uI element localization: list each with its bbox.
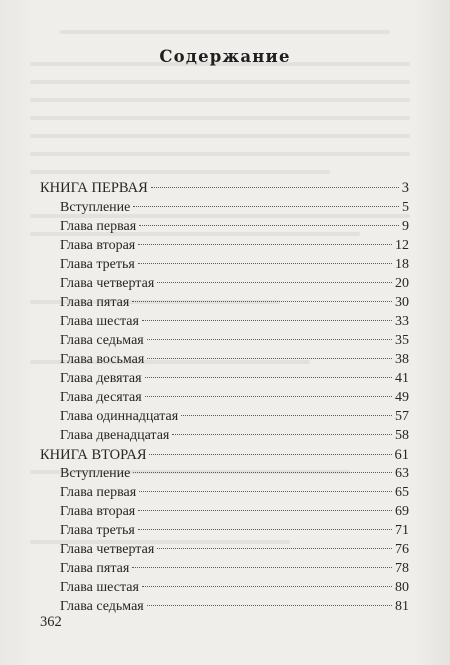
dot-leader <box>139 225 399 226</box>
dot-leader <box>181 415 392 416</box>
toc-entry[interactable] <box>60 542 409 562</box>
toc-entry-label: Глава первая <box>60 219 137 234</box>
dot-leader <box>147 358 392 359</box>
show-through-line <box>30 116 410 120</box>
dot-leader <box>132 567 392 568</box>
toc-entry[interactable] <box>60 409 409 429</box>
toc-entry[interactable] <box>60 523 409 543</box>
toc-page-number: 69 <box>395 504 409 519</box>
toc-page-number: 9 <box>402 219 409 234</box>
dot-leader <box>145 377 392 378</box>
page-title: Содержание <box>159 47 291 66</box>
dot-leader <box>138 510 392 511</box>
toc-entry-label: Глава девятая <box>60 371 142 386</box>
toc-entry-label: Глава шестая <box>60 314 139 329</box>
toc-entry-label: Глава десятая <box>60 390 142 405</box>
toc-page-number: 49 <box>395 390 409 405</box>
toc-entry-label: Вступление <box>60 200 131 215</box>
toc-page-number: 38 <box>395 352 409 367</box>
toc-entry[interactable] <box>60 561 409 581</box>
dot-leader <box>138 244 392 245</box>
dot-leader <box>145 396 392 397</box>
toc-entry-label: Глава вторая <box>60 238 136 253</box>
show-through-line <box>30 98 410 102</box>
toc-page-number: 71 <box>395 523 409 538</box>
page-number: 362 <box>40 614 62 630</box>
toc-entry[interactable] <box>60 295 409 315</box>
toc-entry-label: Глава седьмая <box>60 333 144 348</box>
toc-page-number: 3 <box>401 180 409 196</box>
dot-leader <box>157 282 392 283</box>
toc-page-number: 20 <box>395 276 409 291</box>
toc-page-number: 41 <box>395 371 409 386</box>
toc-page-number: 18 <box>395 257 409 272</box>
dot-leader <box>172 434 392 435</box>
toc-entry-label: Глава седьмая <box>60 599 144 614</box>
toc-entry-label: Глава четвертая <box>60 276 155 291</box>
toc-entry-label: Глава первая <box>60 485 137 500</box>
toc-entry[interactable] <box>60 371 409 391</box>
toc-entry[interactable] <box>60 599 409 619</box>
toc-page-number: 5 <box>402 200 409 215</box>
toc-entry[interactable] <box>60 390 409 410</box>
show-through-line <box>30 152 410 156</box>
toc-page-number: 30 <box>395 295 409 310</box>
toc-part-label: КНИГА ПЕРВАЯ <box>40 180 148 196</box>
toc-part-1[interactable] <box>40 180 409 200</box>
toc-entry[interactable] <box>60 485 409 505</box>
toc-entry-label: Глава одиннадцатая <box>60 409 179 424</box>
toc-entry[interactable] <box>60 333 409 353</box>
toc-entry-label: Глава третья <box>60 523 135 538</box>
dot-leader <box>133 472 392 473</box>
toc-page-number: 65 <box>395 485 409 500</box>
toc-page-number: 33 <box>395 314 409 329</box>
toc-entry[interactable] <box>60 428 409 448</box>
toc-entry[interactable] <box>60 276 409 296</box>
show-through-line <box>30 170 330 174</box>
toc-page-number: 61 <box>394 447 409 463</box>
toc-entry[interactable] <box>60 352 409 372</box>
toc-entry-label: Глава восьмая <box>60 352 145 367</box>
toc-entry-label: Вступление <box>60 466 131 481</box>
toc-entry-label: Глава двенадцатая <box>60 428 170 443</box>
dot-leader <box>142 586 392 587</box>
dot-leader <box>147 339 392 340</box>
toc-page-number: 80 <box>395 580 409 595</box>
dot-leader <box>138 263 392 264</box>
toc-part-label: КНИГА ВТОРАЯ <box>40 447 147 463</box>
toc-page-number: 12 <box>395 238 409 253</box>
toc-entry-label: Глава шестая <box>60 580 139 595</box>
toc-page-number: 58 <box>395 428 409 443</box>
dot-leader <box>139 491 392 492</box>
toc-page-number: 81 <box>395 599 409 614</box>
toc-page-number: 57 <box>395 409 409 424</box>
dot-leader <box>132 301 392 302</box>
toc-entry-label: Глава пятая <box>60 295 130 310</box>
dot-leader <box>151 187 399 188</box>
toc-page-number: 35 <box>395 333 409 348</box>
toc-entry[interactable] <box>60 238 409 258</box>
toc-entry-label: Глава пятая <box>60 561 130 576</box>
toc-page-number: 63 <box>395 466 409 481</box>
dot-leader <box>133 206 399 207</box>
dot-leader <box>142 320 392 321</box>
toc-entry-label: Глава четвертая <box>60 542 155 557</box>
toc-entry-label: Глава вторая <box>60 504 136 519</box>
toc-entry[interactable] <box>60 200 409 220</box>
toc-page-number: 78 <box>395 561 409 576</box>
dot-leader <box>147 605 392 606</box>
toc-entry[interactable] <box>60 219 409 239</box>
toc-entry[interactable] <box>60 504 409 524</box>
show-through-line <box>30 134 410 138</box>
toc-entry[interactable] <box>60 314 409 334</box>
show-through-line <box>60 30 390 34</box>
toc-entry[interactable] <box>60 466 409 486</box>
dot-leader <box>149 454 391 455</box>
toc-part-2[interactable] <box>40 447 409 467</box>
toc-entry-label: Глава третья <box>60 257 135 272</box>
toc-entry[interactable] <box>60 580 409 600</box>
show-through-line <box>30 80 410 84</box>
dot-leader <box>138 529 392 530</box>
toc-entry[interactable] <box>60 257 409 277</box>
dot-leader <box>157 548 392 549</box>
toc-page-number: 76 <box>395 542 409 557</box>
